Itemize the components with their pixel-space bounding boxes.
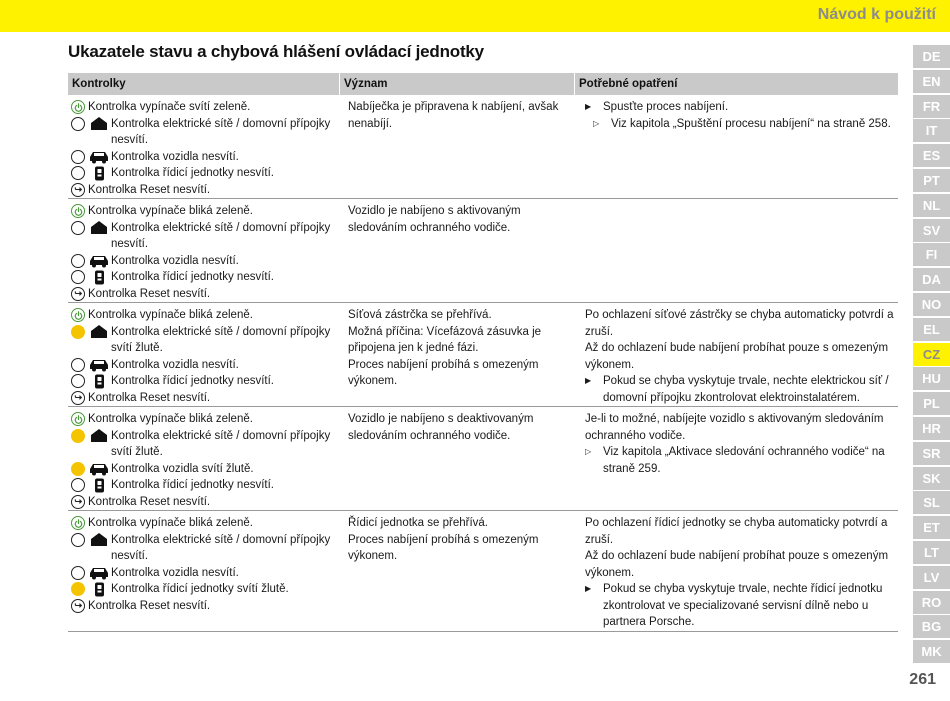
indicator-icons — [71, 203, 88, 220]
lamp-off-icon — [71, 117, 85, 131]
action-line — [585, 373, 894, 406]
action-cell — [575, 515, 898, 631]
outline-triangle-icon: ▷ — [585, 447, 592, 456]
meaning-text: Proces nabíjení probíhá s omezeným výkonem. — [348, 533, 539, 562]
top-bar — [0, 0, 950, 32]
control-unit-icon — [88, 269, 110, 285]
reset-arrow-icon — [71, 391, 85, 405]
indicator-line — [71, 286, 336, 303]
indicator-line — [71, 203, 336, 220]
page-number: 261 — [909, 671, 936, 688]
language-tab-nl[interactable]: NL — [913, 194, 950, 217]
indicator-text: Kontrolka vozidla nesvítí. — [111, 254, 239, 267]
control-unit-icon — [88, 581, 110, 597]
action-cell — [575, 307, 898, 406]
action-text: Pokud se chyba vyskytuje trvale, nechte elektrickou síť / domovní přípojku zkontrolovat elektroinstalatérem. — [603, 375, 889, 404]
indicators-cell — [68, 307, 340, 406]
lamp-off-icon — [71, 254, 85, 268]
indicator-line — [71, 373, 336, 390]
indicator-line — [71, 515, 336, 532]
indicators-cell — [68, 99, 340, 198]
indicator-text: Kontrolka řídicí jednotky nesvítí. — [111, 167, 274, 179]
power-switch-icon — [71, 204, 85, 218]
indicator-text: Kontrolka vypínače svítí zeleně. — [88, 101, 251, 113]
indicator-line — [71, 324, 336, 357]
indicator-line — [71, 411, 336, 428]
meaning-cell — [340, 411, 575, 510]
language-tab-ro[interactable]: RO — [913, 591, 950, 614]
action-text: Po ochlazení řídicí jednotky se chyba automaticky potvrdí a zruší. — [585, 517, 888, 546]
indicator-line — [71, 99, 336, 116]
indicator-icons — [71, 286, 88, 303]
language-tabs — [913, 45, 950, 665]
language-tab-bg[interactable]: BG — [913, 615, 950, 638]
indicators-cell — [68, 515, 340, 631]
action-text: Viz kapitola „Spuštění procesu nabíjení“ na straně 258. — [611, 117, 891, 130]
meaning-text: Síťová zástrčka se přehřívá. — [348, 309, 492, 321]
house-grid-icon — [88, 532, 110, 548]
lamp-off-icon — [71, 150, 85, 164]
car-icon — [88, 461, 110, 477]
lamp-off-icon — [71, 478, 85, 492]
indicator-line — [71, 532, 336, 565]
indicator-icons — [71, 515, 88, 532]
triangle-bullet-icon: ▶ — [585, 584, 592, 593]
indicator-text: Kontrolka Reset nesvítí. — [88, 599, 211, 612]
indicator-text: Kontrolka Reset nesvítí. — [88, 391, 211, 404]
indicator-icons — [71, 581, 111, 598]
indicator-line — [71, 307, 336, 324]
indicator-line — [71, 116, 336, 149]
power-switch-icon — [71, 308, 85, 322]
triangle-bullet-icon: ▶ — [585, 376, 592, 385]
table-header — [68, 73, 898, 95]
indicator-icons — [71, 165, 111, 182]
indicator-text: Kontrolka elektrické sítě / domovní přípojky svítí žlutě. — [111, 429, 331, 458]
reset-arrow-icon — [71, 495, 85, 509]
car-icon — [88, 357, 110, 373]
house-grid-icon — [88, 428, 110, 444]
car-icon — [88, 253, 110, 269]
meaning-cell — [340, 203, 575, 302]
indicator-text: Kontrolka vozidla svítí žlutě. — [111, 462, 254, 475]
action-line — [585, 340, 894, 373]
indicator-text: Kontrolka řídicí jednotky nesvítí. — [111, 375, 274, 387]
car-icon — [88, 565, 110, 581]
lamp-off-icon — [71, 533, 85, 547]
reset-arrow-icon — [71, 599, 85, 613]
indicator-text: Kontrolka vozidla nesvítí. — [111, 566, 239, 579]
indicator-line — [71, 581, 336, 598]
language-tab-sr[interactable]: SR — [913, 442, 950, 465]
action-text: Viz kapitola „Aktivace sledování ochranného vodiče“ na straně 259. — [603, 446, 885, 475]
indicator-icons — [71, 373, 111, 390]
indicator-icons — [71, 428, 111, 445]
indicator-icons — [71, 532, 111, 549]
house-grid-icon — [88, 220, 110, 236]
indicator-line — [71, 165, 336, 182]
lamp-on-icon — [71, 462, 85, 476]
meaning-text: Nabíječka je připravena k nabíjení, avšak nenabíjí. — [348, 101, 559, 130]
action-text: Spusťte proces nabíjení. — [603, 101, 729, 113]
indicator-line — [71, 598, 336, 615]
indicator-line — [71, 428, 336, 461]
column-header-indicators: Kontrolky — [68, 73, 340, 95]
indicator-line — [71, 269, 336, 286]
indicator-text: Kontrolka elektrické sítě / domovní přípojky nesvítí. — [111, 117, 331, 146]
indicator-icons — [71, 269, 111, 286]
indicator-text: Kontrolka elektrické sítě / domovní přípojky nesvítí. — [111, 533, 331, 562]
power-switch-icon — [71, 412, 85, 426]
indicator-line — [71, 565, 336, 582]
indicator-icons — [71, 149, 111, 166]
indicator-text: Kontrolka vypínače bliká zeleně. — [88, 413, 253, 425]
indicator-line — [71, 494, 336, 511]
indicator-line — [71, 477, 336, 494]
indicator-icons — [71, 116, 111, 133]
lamp-off-icon — [71, 358, 85, 372]
indicator-text: Kontrolka Reset nesvítí. — [88, 183, 211, 196]
lamp-on-icon — [71, 429, 85, 443]
indicator-line — [71, 357, 336, 374]
reset-arrow-icon — [71, 287, 85, 301]
indicator-text: Kontrolka vypínače bliká zeleně. — [88, 309, 253, 321]
outline-triangle-icon: ▷ — [593, 118, 600, 128]
indicator-icons — [71, 390, 88, 407]
indicator-text: Kontrolka Reset nesvítí. — [88, 287, 211, 300]
lamp-off-icon — [71, 270, 85, 284]
meaning-text: Vozidlo je nabíjeno s aktivovaným sledováním ochranného vodiče. — [348, 205, 521, 234]
control-unit-icon — [88, 477, 110, 493]
column-header-meaning: Význam — [340, 73, 575, 95]
language-tab-pt[interactable]: PT — [913, 169, 950, 192]
language-tab-es[interactable]: ES — [913, 144, 950, 167]
language-tab-sv[interactable]: SV — [913, 219, 950, 242]
table-row — [68, 303, 898, 407]
indicator-text: Kontrolka řídicí jednotky svítí žlutě. — [111, 583, 289, 595]
indicator-text: Kontrolka řídicí jednotky nesvítí. — [111, 271, 274, 283]
column-header-action: Potřebné opatření — [579, 78, 678, 90]
indicator-text: Kontrolka vozidla nesvítí. — [111, 358, 239, 371]
manual-title: Návod k použití — [817, 6, 936, 23]
language-tab-cz[interactable]: CZ — [913, 343, 950, 366]
language-tab-en[interactable]: EN — [913, 70, 950, 93]
language-tab-sk[interactable]: SK — [913, 467, 950, 490]
meaning-text: Vozidlo je nabíjeno s deaktivovaným sledováním ochranného vodiče. — [348, 413, 534, 442]
language-tab-lv[interactable]: LV — [913, 566, 950, 589]
indicator-line — [71, 220, 336, 253]
indicator-line — [71, 253, 336, 270]
language-tab-hu[interactable]: HU — [913, 367, 950, 390]
language-tab-hr[interactable]: HR — [913, 417, 950, 440]
house-grid-icon — [88, 324, 110, 340]
house-grid-icon — [88, 116, 110, 132]
page-title: Ukazatele stavu a chybová hlášení ovládací jednotky — [68, 42, 484, 61]
action-line — [585, 307, 894, 340]
meaning-cell — [340, 307, 575, 406]
indicator-text: Kontrolka vypínače bliká zeleně. — [88, 517, 253, 529]
action-line — [585, 411, 894, 444]
indicator-text: Kontrolka vozidla nesvítí. — [111, 150, 239, 163]
action-cell — [575, 203, 898, 302]
language-tab-el[interactable]: EL — [913, 318, 950, 341]
reset-arrow-icon — [71, 183, 85, 197]
indicator-icons — [71, 357, 111, 374]
meaning-cell — [340, 99, 575, 198]
lamp-on-icon — [71, 325, 85, 339]
indicator-text: Kontrolka elektrické sítě / domovní přípojky nesvítí. — [111, 221, 331, 250]
indicator-icons — [71, 307, 88, 324]
indicator-line — [71, 461, 336, 478]
language-tab-pl[interactable]: PL — [913, 392, 950, 415]
action-line — [585, 548, 894, 581]
status-table — [68, 73, 898, 632]
indicator-text: Kontrolka vypínače bliká zeleně. — [88, 205, 253, 217]
language-tab-lt[interactable]: LT — [913, 541, 950, 564]
action-line — [585, 581, 894, 631]
language-tab-sl[interactable]: SL — [913, 491, 950, 514]
language-tab-no[interactable]: NO — [913, 293, 950, 316]
indicator-line — [71, 149, 336, 166]
table-row — [68, 407, 898, 511]
indicator-icons — [71, 99, 88, 116]
action-text: Až do ochlazení bude nabíjení probíhat pouze s omezeným výkonem. — [585, 550, 889, 579]
lamp-off-icon — [71, 566, 85, 580]
lamp-on-icon — [71, 582, 85, 596]
indicator-icons — [71, 598, 88, 615]
control-unit-icon — [88, 373, 110, 389]
car-icon — [88, 149, 110, 165]
control-unit-icon — [88, 165, 110, 181]
action-line — [585, 515, 894, 548]
triangle-bullet-icon: ▶ — [585, 102, 592, 111]
indicator-icons — [71, 220, 111, 237]
meaning-text: Možná příčina: Vícefázová zásuvka je připojena jen k jedné fázi. — [348, 325, 542, 354]
indicator-text: Kontrolka elektrické sítě / domovní přípojky svítí žlutě. — [111, 325, 331, 354]
indicator-icons — [71, 461, 111, 478]
lamp-off-icon — [71, 374, 85, 388]
table-row — [68, 511, 898, 632]
action-cell — [575, 99, 898, 198]
indicator-icons — [71, 565, 111, 582]
action-line — [585, 99, 894, 116]
action-text: Po ochlazení síťové zástrčky se chyba automaticky potvrdí a zruší. — [585, 309, 894, 338]
power-switch-icon — [71, 516, 85, 530]
meaning-cell — [340, 515, 575, 631]
lamp-off-icon — [71, 166, 85, 180]
indicator-icons — [71, 477, 111, 494]
language-tab-de[interactable]: DE — [913, 45, 950, 68]
indicator-icons — [71, 324, 111, 341]
action-text: Až do ochlazení bude nabíjení probíhat pouze s omezeným výkonem. — [585, 342, 889, 371]
language-tab-it[interactable]: IT — [913, 119, 950, 142]
table-row — [68, 199, 898, 303]
indicator-text: Kontrolka řídicí jednotky nesvítí. — [111, 479, 274, 491]
indicator-text: Kontrolka Reset nesvítí. — [88, 495, 211, 508]
language-tab-fi[interactable]: FI — [913, 243, 950, 266]
meaning-text: Proces nabíjení probíhá s omezeným výkonem. — [348, 358, 539, 387]
indicator-icons — [71, 182, 88, 199]
action-cell — [575, 411, 898, 510]
power-switch-icon — [71, 100, 85, 114]
language-tab-mk[interactable]: MK — [913, 640, 950, 663]
language-tab-fr[interactable]: FR — [913, 95, 950, 118]
lamp-off-icon — [71, 221, 85, 235]
table-body — [68, 95, 898, 632]
language-tab-da[interactable]: DA — [913, 268, 950, 291]
action-line — [585, 116, 894, 133]
table-row — [68, 95, 898, 199]
meaning-text: Řídicí jednotka se přehřívá. — [348, 517, 488, 529]
indicator-line — [71, 390, 336, 407]
indicator-line — [71, 182, 336, 199]
indicator-icons — [71, 411, 88, 428]
action-line — [585, 444, 894, 477]
action-text: Je-li to možné, nabíjejte vozidlo s aktivovaným sledováním ochranného vodiče. — [585, 413, 884, 442]
indicator-icons — [71, 494, 88, 511]
indicator-icons — [71, 253, 111, 270]
indicators-cell — [68, 411, 340, 510]
language-tab-et[interactable]: ET — [913, 516, 950, 539]
action-text: Pokud se chyba vyskytuje trvale, nechte řídicí jednotku zkontrolovat ve specializované servisní dílně nebo u partnera Porsche. — [603, 583, 883, 628]
indicators-cell — [68, 203, 340, 302]
